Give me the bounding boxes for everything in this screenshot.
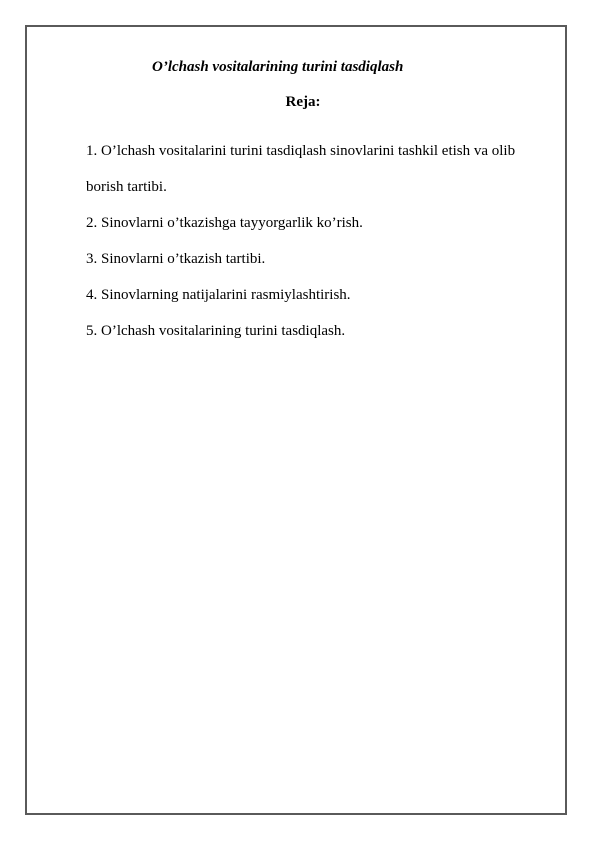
plan-list — [86, 133, 556, 349]
document-title: O’lchash vositalarining turini tasdiqlash — [152, 59, 404, 75]
plan-heading: Reja: — [285, 94, 321, 110]
plan-item-5: 5. O’lchash vositalarining turini tasdiqlash. — [86, 323, 346, 339]
plan-item-2: 2. Sinovlarni o’tkazishga tayyorgarlik ko’rish. — [86, 215, 363, 231]
plan-item-3: 3. Sinovlarni o’tkazish tartibi. — [86, 251, 266, 267]
plan-item-1: 1. O’lchash vositalarini turini tasdiqlash sinovlarini tashkil etish va olib borish tartibi. — [86, 143, 516, 195]
plan-item-4: 4. Sinovlarning natijalarini rasmiylashtirish. — [86, 287, 351, 303]
